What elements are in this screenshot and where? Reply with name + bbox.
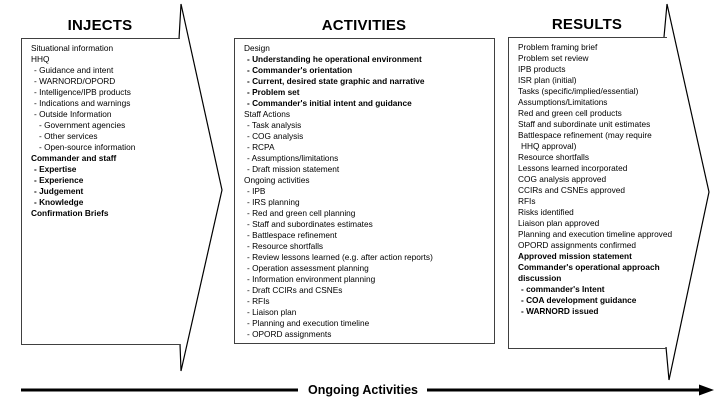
list-item: - Judgement	[34, 186, 84, 196]
list-item: - Indications and warnings	[34, 98, 131, 108]
list-item: - Task analysis	[247, 120, 302, 130]
list-item: Commander and staff	[31, 153, 117, 163]
list-item: - Red and green cell planning	[247, 208, 356, 218]
list-item: - Current, desired state graphic and narrative	[247, 76, 425, 86]
results-box	[508, 37, 673, 349]
list-item: IPB products	[518, 64, 566, 74]
list-item: - Guidance and intent	[34, 65, 114, 75]
list-item: Approved mission statement	[518, 251, 632, 261]
list-item: - Operation assessment planning	[247, 263, 369, 273]
list-item: Situational information	[31, 43, 114, 53]
list-item: - Assumptions/limitations	[247, 153, 339, 163]
list-item: ISR plan (initial)	[518, 75, 577, 85]
list-item: Design	[244, 43, 270, 53]
list-item: Ongoing activities	[244, 175, 310, 185]
list-item: Staff Actions	[244, 109, 290, 119]
list-item: RFIs	[518, 196, 536, 206]
ongoing-activities-label: Ongoing Activities	[308, 383, 418, 397]
list-item: - Government agencies	[39, 120, 126, 130]
list-item: - Outside Information	[34, 109, 112, 119]
list-item: Assumptions/Limitations	[518, 97, 608, 107]
list-item: - Review lessons learned (e.g. after action reports)	[247, 252, 433, 262]
list-item: Staff and subordinate unit estimates	[518, 119, 651, 129]
list-item: - RFIs	[247, 296, 270, 306]
injects-box	[21, 38, 180, 345]
list-item: Problem framing brief	[518, 42, 598, 52]
activities-box	[234, 38, 495, 344]
list-item: - Understanding he operational environment	[247, 54, 422, 64]
results-list	[509, 38, 673, 317]
ongoing-activities-arrowhead-icon	[699, 385, 714, 396]
list-item: - COG analysis	[247, 131, 304, 141]
list-item: Lessons learned incorporated	[518, 163, 628, 173]
list-item: - Intelligence/IPB products	[34, 87, 131, 97]
injects-list	[22, 39, 180, 219]
list-item: CCIRs and CSNEs approved	[518, 185, 625, 195]
chevron-arrow-results-out	[664, 4, 709, 380]
list-item: - Staff and subordinates estimates	[247, 219, 373, 229]
list-item: - OPORD assignments	[247, 329, 332, 339]
list-item: - Planning and execution timeline	[247, 318, 370, 328]
list-item: Problem set review	[518, 53, 589, 63]
list-item: - Commander's orientation	[247, 65, 353, 75]
chevron-arrow-injects-to-activities	[179, 4, 222, 371]
list-item: COG analysis approved	[518, 174, 607, 184]
list-item: Planning and execution timeline approved	[518, 229, 673, 239]
list-item: Tasks (specific/implied/essential)	[518, 86, 639, 96]
list-item: - WARNORD issued	[521, 306, 599, 316]
list-item: - RCPA	[247, 142, 275, 152]
list-item: - Open-source information	[39, 142, 136, 152]
list-item: - commander's Intent	[521, 284, 605, 294]
list-item: Battlespace refinement (may require	[518, 130, 652, 140]
injects-header: INJECTS	[67, 17, 133, 34]
list-item: Resource shortfalls	[518, 152, 590, 162]
list-item: - Other services	[39, 131, 98, 141]
list-item: - Experience	[34, 175, 84, 185]
results-header: RESULTS	[551, 16, 623, 33]
list-item: - Resource shortfalls	[247, 241, 324, 251]
list-item: - COA development guidance	[521, 295, 637, 305]
list-item: Red and green cell products	[518, 108, 622, 118]
list-item: - Information environment planning	[247, 274, 376, 284]
list-item: - Liaison plan	[247, 307, 297, 317]
list-item: - IPB	[247, 186, 266, 196]
list-item: Risks identified	[518, 207, 574, 217]
list-item: - Knowledge	[34, 197, 84, 207]
list-item: - Commander's initial intent and guidance	[247, 98, 412, 108]
list-item: HHQ approval)	[521, 141, 577, 151]
list-item: discussion	[518, 273, 562, 283]
list-item: - Battlespace refinement	[247, 230, 337, 240]
list-item: OPORD assignments confirmed	[518, 240, 637, 250]
list-item: - Draft mission statement	[247, 164, 340, 174]
list-item: Commander's operational approach	[518, 262, 660, 272]
list-item: - Problem set	[247, 87, 300, 97]
activities-header: ACTIVITIES	[321, 17, 407, 34]
list-item: - IRS planning	[247, 197, 300, 207]
list-item: - Expertise	[34, 164, 77, 174]
list-item: Liaison plan approved	[518, 218, 600, 228]
list-item: - Draft CCIRs and CSNEs	[247, 285, 343, 295]
activities-list	[235, 39, 494, 340]
list-item: - WARNORD/OPORD	[34, 76, 116, 86]
list-item: HHQ	[31, 54, 50, 64]
list-item: Confirmation Briefs	[31, 208, 109, 218]
